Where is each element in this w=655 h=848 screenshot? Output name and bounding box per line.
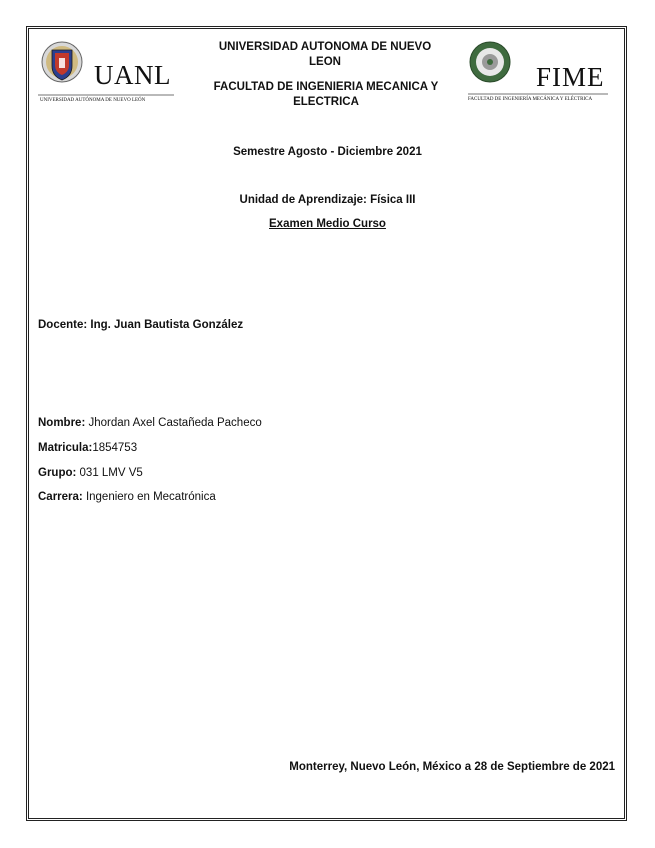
- student-career-line: [38, 491, 216, 503]
- fime-subtitle: FACULTAD DE INGENIERÍA MECÁNICA Y ELÉCTRICA: [468, 97, 593, 102]
- student-group-line: [38, 467, 143, 479]
- place-date: Monterrey, Nuevo León, México a 28 de Septiembre de 2021: [289, 761, 615, 773]
- uanl-subtitle: UNIVERSIDAD AUTÓNOMA DE NUEVO LEÓN: [40, 98, 146, 103]
- name-value: Jhordan Axel Castañeda Pacheco: [85, 417, 262, 429]
- exam-title: [0, 218, 655, 230]
- faculty-name: FACULTAD DE INGENIERIA MECANICA Y ELECTRICA: [213, 81, 439, 108]
- exam-title-text: Examen Medio Curso: [269, 218, 386, 230]
- group-label: Grupo:: [38, 467, 77, 479]
- uanl-logo: [38, 40, 178, 110]
- career-value: Ingeniero en Mecatrónica: [82, 491, 216, 503]
- student-id-line: [38, 442, 137, 454]
- id-label: Matricula:: [38, 442, 93, 454]
- university-name: UNIVERSIDAD AUTONOMA DE NUEVO LEON: [218, 41, 432, 68]
- fime-logo: [468, 40, 610, 108]
- name-label: Nombre:: [38, 417, 86, 429]
- student-name-line: [38, 417, 262, 429]
- id-value: 1854753: [92, 442, 138, 454]
- group-value: 031 LMV V5: [76, 467, 143, 479]
- fime-wordmark: FIME: [536, 62, 605, 92]
- teacher-line: Docente: Ing. Juan Bautista González: [38, 319, 244, 331]
- career-label: Carrera:: [38, 491, 83, 503]
- semester-title: Semestre Agosto - Diciembre 2021: [233, 146, 422, 158]
- unit-title: Unidad de Aprendizaje: Física III: [239, 194, 416, 206]
- uanl-wordmark: UANL: [94, 60, 171, 90]
